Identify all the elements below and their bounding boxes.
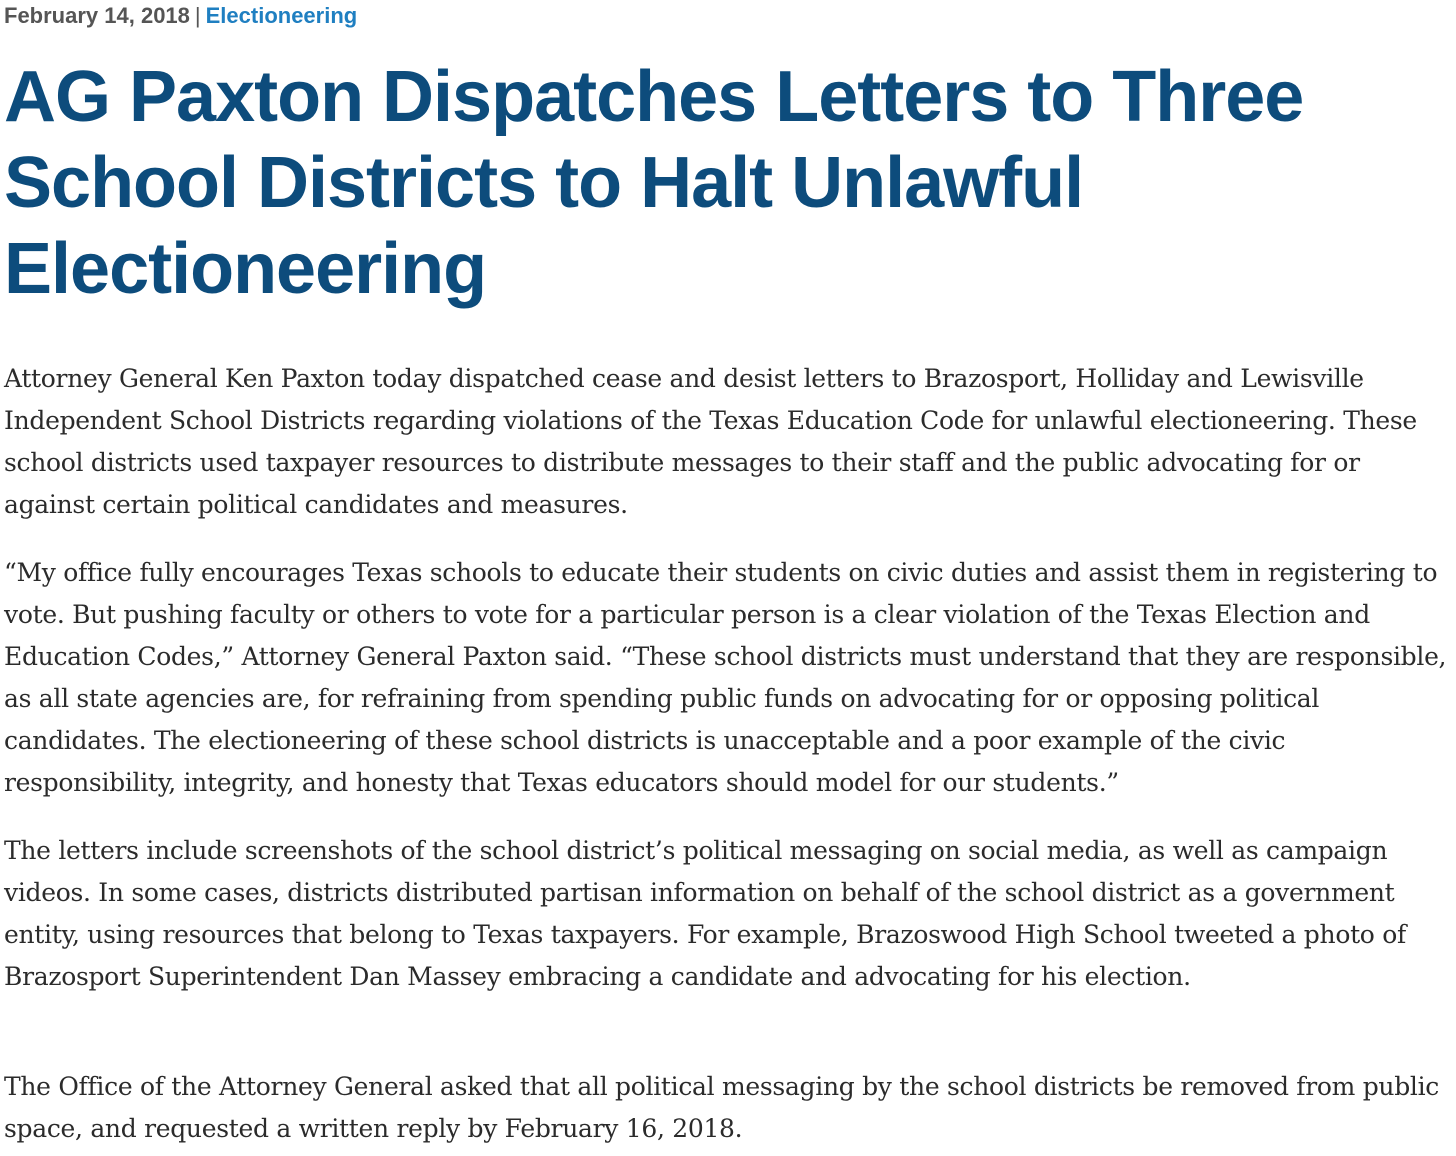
article-headline: AG Paxton Dispatches Letters to Three School Districts to Halt Unlawful Electioneering	[4, 57, 1304, 309]
paragraph-2: “My office fully encourages Texas schools to educate their students on civic duties and assist them in registering to vote. But pushing faculty or others to vote for a particular person is a clear violation of the Texas Election and Education Codes,” Attorney General Paxton said. “These school districts must understand that they are responsible, as all state agencies are, for refraining from spending public funds on advocating for or opposing political candidates. The electioneering of these school districts is unacceptable and a poor example of the civic responsibility, integrity, and honesty that Texas educators should model for our students.”	[4, 558, 1447, 797]
paragraph-3: The letters include screenshots of the school district’s political messaging on social media, as well as campaign videos. In some cases, districts distributed partisan information on behalf of the school district as a government entity, using resources that belong to Texas taxpayers. For example, Brazoswood High School tweeted a photo of Brazosport Superintendent Dan Massey embracing a candidate and advocating for his election.	[4, 836, 1406, 991]
paragraph-4: The Office of the Attorney General asked that all political messaging by the school districts be removed from public space, and requested a written reply by February 16, 2018.	[4, 1072, 1440, 1143]
category-link[interactable]: Electioneering	[205, 3, 358, 28]
paragraph-1: Attorney General Ken Paxton today dispatched cease and desist letters to Brazosport, Holliday and Lewisville Independent School Districts regarding violations of the Texas Education Code for unlawful electioneering. These school districts used taxpayer resources to distribute messages to their staff and the public advocating for or against certain political candidates and measures.	[4, 364, 1417, 519]
article-meta	[4, 2, 357, 30]
publish-date: February 14, 2018	[4, 3, 190, 28]
meta-separator: |	[194, 3, 201, 28]
